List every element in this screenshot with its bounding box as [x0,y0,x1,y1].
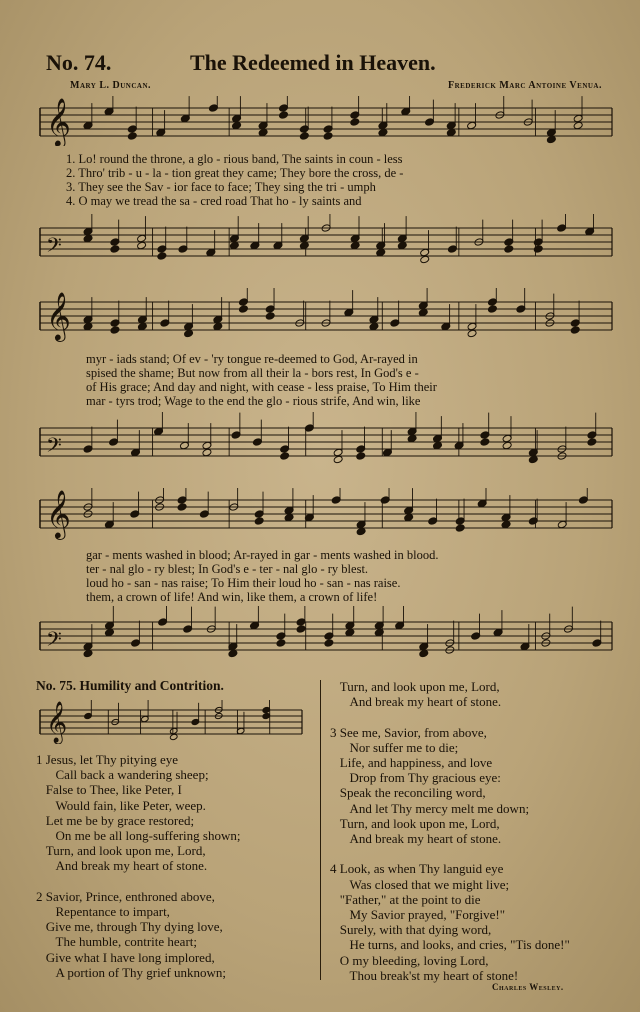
svg-text:𝄢: 𝄢 [46,233,62,262]
system-1-verse-3: 3. They see the Sav - ior face to face; They sing the tri - umph [66,180,376,194]
verse-line: Call back a wandering sheep; [36,767,209,783]
verse-line: The humble, contrite heart; [36,934,198,950]
system-3-verse-3: loud ho - san - nas raise; To Him their loud ho - san - nas raise. [86,576,401,590]
system-1-verse-4: 4. O may we tread the sa - cred road That ho - ly saints and [66,194,362,208]
music-system-2-bass [36,412,616,468]
music-system-2-treble [36,288,616,342]
column-divider [320,680,321,980]
verse-line: Repentance to impart, [36,904,170,919]
system-2-verse-3: of His grace; And day and night, with cease - less praise, To Him their [86,380,437,394]
verse-line: Was closed that we might live; [330,876,510,892]
system-2-verse-2: spised the shame; But now from all their la - bors rest, In God's e - [86,366,419,380]
music-system-3-treble [36,488,616,540]
verse-line: Let me be by grace restored; [36,812,195,828]
verse-line: Give what I have long implored, [36,949,215,965]
verse-line: Speak the reconciling word, [330,785,486,801]
hymn-number: No. 74. [46,50,112,75]
system-3-verse-4: them, a crown of life! And win, like them, a crown of life! [86,590,378,604]
verse-line: Turn, and look upon me, Lord, [36,843,206,859]
verse-line: Turn, and look upon me, Lord, [330,679,500,694]
hymn-75-title: No. 75. Humility and Contrition. [36,678,224,693]
verse-line: 3 See me, Savior, from above, [330,724,487,740]
verse-line: Thou break'st my heart of stone! [330,967,519,983]
svg-text:𝄞: 𝄞 [46,291,71,340]
svg-text:𝄞: 𝄞 [46,702,68,743]
music-system-1-treble [36,96,616,146]
composer-credit: Frederick Marc Antoine Venua. [448,80,602,91]
verse-line: Life, and happiness, and love [330,755,493,770]
system-1-verse-2: 2. Thro' trib - u - la - tion great they came; They bore the cross, de - [66,166,404,180]
verse-line: Turn, and look upon me, Lord, [330,815,500,831]
verse-line: On me be all long-suffering shown; [36,828,241,843]
verse-line: A portion of Thy grief unknown; [36,964,227,980]
system-2-verse-4: mar - tyrs trod; Wage to the end the glo - rious strife, And win, like [86,394,421,408]
hymn-title: The Redeemed in Heaven. [190,50,436,75]
verse-line: Drop from Thy gracious eye: [330,770,501,786]
verse-line: 1 Jesus, let Thy pitying eye [36,752,179,767]
svg-text:𝄞: 𝄞 [46,97,71,146]
svg-text:𝄢: 𝄢 [46,433,62,462]
verse-line: O my bleeding, loving Lord, [330,952,489,968]
system-3-verse-2: ter - nal glo - ry blest; In God's e - ter - nal glo - ry blest. [86,562,369,576]
verse-line: "Father," at the point to die [330,891,481,907]
verse-line: Surely, with that dying word, [330,922,492,938]
verse-line: False to Thee, like Peter, I [36,782,182,798]
system-1-verse-1: 1. Lo! round the throne, a glo - rious band, The saints in coun - less [66,152,403,166]
svg-text:𝄢: 𝄢 [46,627,62,656]
music-system-1-bass [36,214,616,268]
system-3-verse-1: gar - ments washed in blood; Ar-rayed in gar - ments washed in blood. [86,548,439,562]
svg-text:𝄞: 𝄞 [46,489,71,538]
verse-line: And break my heart of stone. [36,858,208,874]
verse-line: 2 Savior, Prince, enthroned above, [36,888,215,904]
verse-line: And break my heart of stone. [330,831,502,846]
verse-line: 4 Look, as when Thy languid eye [330,861,504,877]
verse-line: Nor suffer me to die; [330,739,459,755]
verse-line: And let Thy mercy melt me down; [330,800,530,816]
verse-line: And break my heart of stone. [330,694,502,710]
verse-line: He turns, and looks, and cries, "Tis done!" [330,937,570,953]
lyricist-credit: Mary L. Duncan. [70,80,152,91]
hymn-75-author: Charles Wesley. [492,982,564,992]
verse-line: Give me, through Thy dying love, [36,919,223,935]
hymn-75-music-staff [36,700,306,744]
system-2-verse-1: myr - iads stand; Of ev - 'ry tongue re-deemed to God, Ar-rayed in [86,352,418,366]
music-system-3-bass [36,606,616,664]
verse-line: Would fain, like Peter, weep. [36,797,206,813]
verse-line: My Savior prayed, "Forgive!" [330,907,506,922]
